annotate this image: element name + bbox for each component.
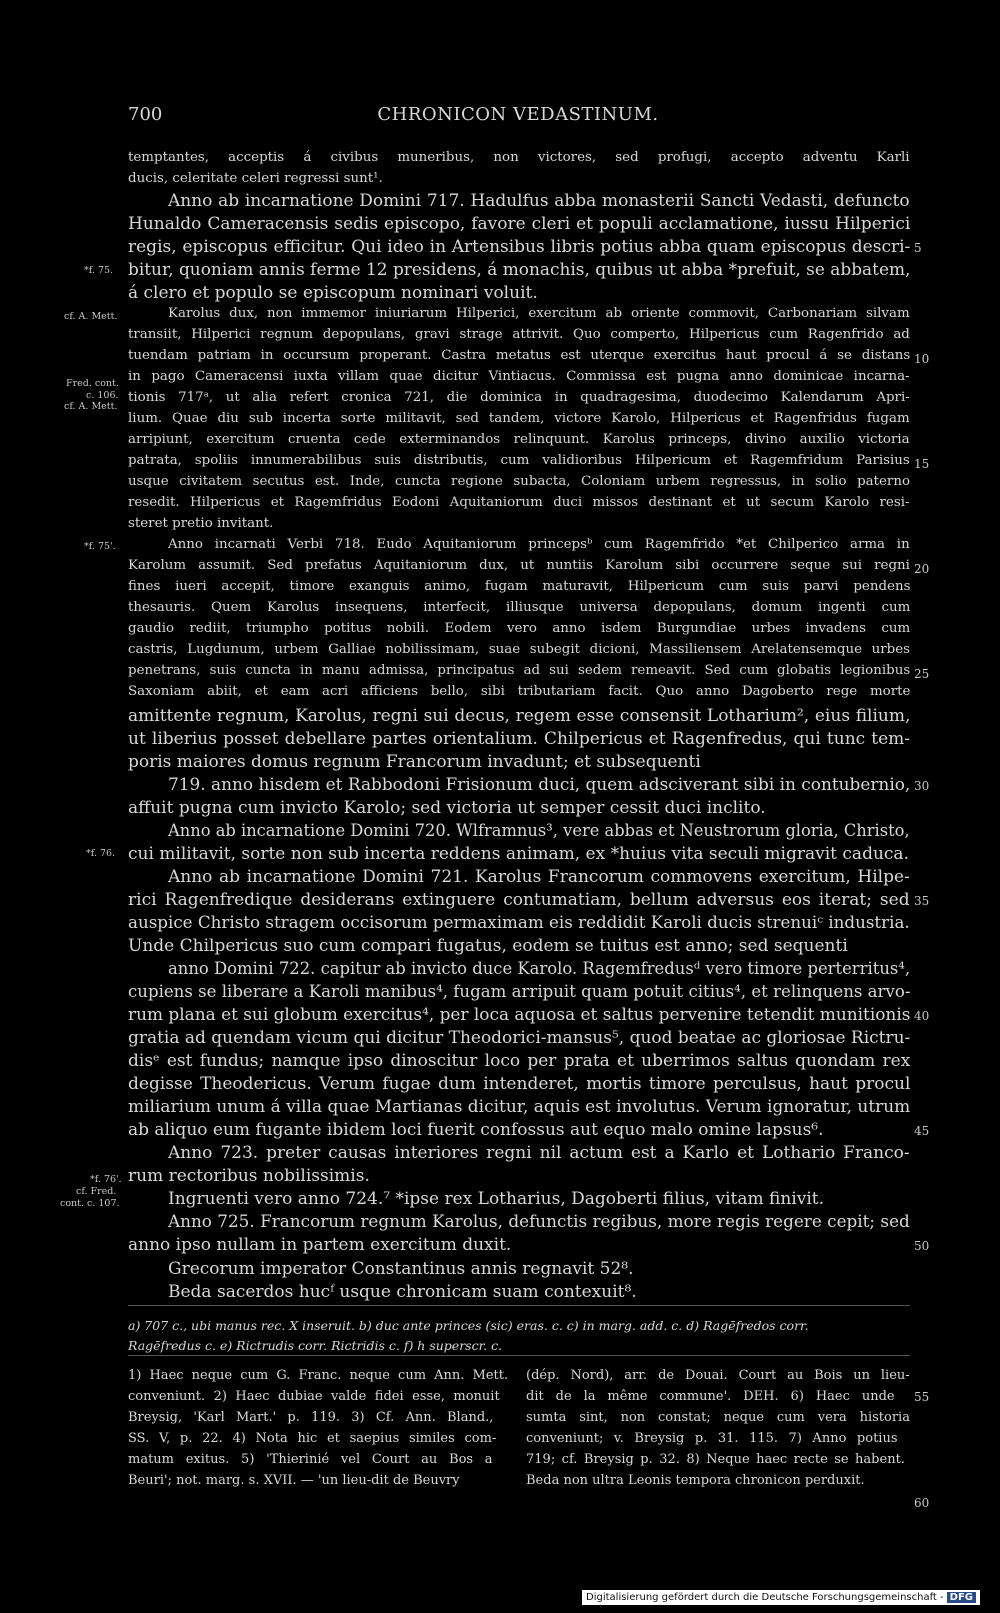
text-line: Karolum assumit. Sed prefatus Aquitaniorum dux, ut nuntiis Karolum sibi occurrere seque sui regni: [128, 558, 910, 573]
footnote-line: Breysig, 'Karl Mart.' p. 119. 3) Cf. Ann. Bland.,: [128, 1410, 494, 1425]
text-line: cui militavit, sorte non sub incerta reddens animam, ex *huius vita seculi migravit caduca.: [128, 844, 909, 864]
line-number: 40: [914, 1009, 930, 1023]
footnote-line: 719; cf. Breysig p. 32. 8) Neque haec recte se habent.: [526, 1452, 905, 1467]
text-line: arripiunt, exercitum cruenta cede exterminandos relinquunt. Karolus princeps, divino auxilio victoria: [128, 432, 910, 447]
margin-note: cf. Fred.: [76, 1186, 117, 1197]
footnote-line: Beuri'; not. marg. s. XVII. — 'un lieu-dit de Beuvry: [128, 1473, 460, 1488]
text-line: anno Domini 722. capitur ab invicto duce Karolo. Ragemfredusᵈ vero timore perterritus⁴,: [168, 959, 911, 979]
footer-text: Digitalisierung gefördert durch die Deutsche Forschungsgemeinschaft -: [586, 1592, 944, 1603]
margin-note: *f. 76.: [86, 848, 116, 859]
text-line: Beda sacerdos hucᶠ usque chronicam suam contexuit⁸.: [168, 1282, 637, 1302]
text-line: Anno ab incarnatione Domini 721. Karolus Francorum commovens exercitum, Hilpe-: [168, 867, 910, 887]
text-line: Anno 725. Francorum regnum Karolus, defunctis regibus, more regis regere cepit; sed: [168, 1212, 910, 1232]
text-line: fines iueri accepit, timore exanguis animo, fugam maturavit, Hilpericum cum suis parvi pendens: [128, 579, 911, 594]
footnote-line: SS. V, p. 22. 4) Nota hic et saepius similes com-: [128, 1431, 497, 1446]
page-header: [128, 104, 908, 134]
margin-note: cf. A. Mett.: [64, 401, 118, 412]
margin-note: *f. 75'.: [84, 541, 116, 552]
footnote-line: matum exitus. 5) 'Thierinié vel Court au Bos a: [128, 1452, 493, 1467]
apparatus-line: Ragēfredus c. e) Rictrudis corr. Rictridis c. f) h superscr. c.: [128, 1338, 503, 1353]
text-line: gaudio rediit, triumpho potitus nobili. Eodem vero anno isdem Burgundiae urbes invadens cum: [128, 621, 911, 636]
margin-note: *f. 75.: [84, 265, 114, 276]
text-line: castris, Lugdunum, urbem Galliae nobilissimam, suae subegit dicioni, Massiliensem Arelatensemque urbes: [128, 642, 911, 657]
text-line: Anno 723. preter causas interiores regni nil actum est a Karlo et Lothario Franco-: [168, 1143, 910, 1163]
footnote-line: conveniunt. 2) Haec dubiae valde fidei esse, monuit: [128, 1389, 500, 1404]
text-line: Hunaldo Cameracensis sedis episcopo, favore cleri et populi acclamatione, iussu Hilperici: [128, 214, 911, 234]
text-line: Saxoniam abiit, et eam acri afficiens bello, sibi tributariam facit. Quo anno Dagoberto rege morte: [128, 684, 911, 699]
text-line: thesauris. Quem Karolus insequens, interfecit, illiusque universa depopulans, domum ingenti cum: [128, 600, 911, 615]
text-line: Anno incarnati Verbi 718. Eudo Aquitaniorum princepsᵇ cum Ragemfrido *et Chilperico arma in: [168, 537, 910, 552]
margin-note: Fred. cont.: [66, 378, 119, 389]
text-line: anno ipso nullam in partem exercitum duxit.: [128, 1235, 512, 1255]
apparatus-rule: [128, 1305, 910, 1306]
footnote-line: Beda non ultra Leonis tempora chronicon perduxit.: [526, 1473, 865, 1488]
text-line: poris maiores domus regnum Francorum invadunt; et subsequenti: [128, 752, 701, 772]
footnote-line: sumta sint, non constat; neque cum vera historia: [526, 1410, 910, 1425]
line-number: 25: [914, 667, 930, 681]
dfg-footer: [582, 1590, 980, 1605]
text-line: penetrans, suis cuncta in manu admissa, principatus ad sui sedem remeavit. Sed cum globatis legionibus: [128, 663, 911, 678]
line-number: 5: [914, 241, 922, 255]
text-line: rum rectoribus nobilissimis.: [128, 1166, 370, 1186]
line-number: 60: [914, 1496, 930, 1510]
footnote-line: 1) Haec neque cum G. Franc. neque cum Ann. Mett.: [128, 1368, 509, 1383]
text-line: tionis 717ᵃ, ut alia refert cronica 721, die dominica in quadragesima, duodecimo Kalendarum Apri-: [128, 390, 910, 405]
text-line: tuendam patriam in occursum properant. Castra metatus est uterque exercitus haut procul á se distans: [128, 348, 911, 363]
text-line: Grecorum imperator Constantinus annis regnavit 52⁸.: [168, 1259, 634, 1279]
text-line: resedit. Hilpericus et Ragemfridus Eodoni Aquitaniorum duci missos destinant et ut secum Karolo resi-: [128, 495, 910, 510]
margin-note: c. 106.: [86, 390, 119, 401]
text-line: in pago Cameracensi iuxta villam quae dicitur Vintiacus. Commissa est pugna anno dominicae incarna-: [128, 369, 910, 384]
text-line: regis, episcopus efficitur. Qui ideo in Artensibus libris potius abba quam episcopus descri-: [128, 237, 911, 257]
text-line: auspice Christo stragem occisorum permaximam eis reddidit Karoli ducis strenuiᶜ industria.: [128, 913, 910, 933]
margin-note: cont. c. 107.: [60, 1198, 120, 1209]
text-line: usque civitatem secutus est. Inde, cuncta regione subacta, Coloniam urbem regressus, in solio paterno: [128, 474, 911, 489]
line-number: 35: [914, 894, 930, 908]
line-number: 50: [914, 1239, 930, 1253]
text-line: affuit pugna cum invicto Karolo; sed victoria ut semper cessit duci inclito.: [128, 798, 766, 818]
text-line: Anno ab incarnatione Domini 720. Wlframnus³, vere abbas et Neustrorum gloria, Christo,: [168, 821, 910, 841]
text-line: gratia ad quendam vicum qui dicitur Theodorici-mansus⁵, quod beatae ac gloriosae Rictru-: [128, 1028, 911, 1048]
text-line: bitur, quoniam annis ferme 12 presidens, á monachis, quibus ut abba *prefuit, se abbatem,: [128, 260, 911, 280]
line-number: 20: [914, 562, 930, 576]
apparatus-line: a) 707 c., ubi manus rec. X inseruit. b) duc ante princes (sic) eras. c. c) in marg. add. c. d) Ragēfredos corr.: [128, 1318, 809, 1333]
dfg-logo: DFG: [947, 1592, 976, 1603]
footnote-line: conveniunt; v. Breysig p. 31. 115. 7) Anno potius: [526, 1431, 898, 1446]
footnote-line: (dép. Nord), arr. de Douai. Court au Bois un lieu-: [526, 1368, 910, 1383]
line-number: 15: [914, 457, 930, 471]
line-number: 45: [914, 1124, 930, 1138]
text-line: ab aliquo eum fugante ibidem loci fuerit confossus aut equo malo omine lapsus⁶.: [128, 1120, 824, 1140]
text-line: á clero et populo se episcopum nominari voluit.: [128, 283, 538, 303]
footnote-rule: [128, 1355, 910, 1356]
text-line: degisse Theodericus. Verum fugae dum intenderet, mortis timore perculsus, haut procul: [128, 1074, 911, 1094]
line-number: 55: [914, 1390, 930, 1404]
text-line: cupiens se liberare a Karoli manibus⁴, fugam arripuit quam potuit citius⁴, et relinquens arvo-: [128, 982, 911, 1002]
text-line: ducis, celeritate celeri regressi sunt¹.: [128, 171, 383, 186]
text-line: miliarium unum á villa quae Martianas dicitur, aquis est involutus. Verum ignoratur, utrum: [128, 1097, 911, 1117]
footnote-line: dit de la même commune'. DEH. 6) Haec unde: [526, 1389, 895, 1404]
running-title: CHRONICON VEDASTINUM.: [377, 104, 659, 125]
text-line: temptantes, acceptis á civibus muneribus, non victores, sed profugi, accepto adventu Karli: [128, 150, 910, 165]
text-line: Ingruenti vero anno 724.⁷ *ipse rex Lotharius, Dagoberti filius, vitam finivit.: [168, 1189, 824, 1209]
text-line: ut liberius posset debellare partes orientalium. Chilpericus et Ragenfredus, qui tunc tem-: [128, 729, 911, 749]
line-number: 30: [914, 779, 930, 793]
text-line: rici Ragenfredique desiderans extinguere contumatiam, bellum adversus eos iterat; sed: [128, 890, 910, 910]
text-line: transiit, Hilperici regnum depopulans, gravi strage attrivit. Quo comperto, Hilpericus cum Ragenfrido ad: [128, 327, 910, 342]
page-number: 700: [128, 104, 163, 125]
text-line: Anno ab incarnatione Domini 717. Hadulfus abba monasterii Sancti Vedasti, defuncto: [168, 191, 910, 211]
text-line: Unde Chilpericus suo cum compari fugatus, eodem se tuitus est anno; sed sequenti: [128, 936, 848, 956]
margin-note: cf. A. Mett.: [64, 311, 118, 322]
margin-note: *f. 76'.: [90, 1174, 122, 1185]
text-line: steret pretio invitant.: [128, 516, 274, 531]
text-line: disᵉ est fundus; namque ipso dinoscitur loco per prata et uberrimos saltus quondam rex: [128, 1051, 911, 1071]
text-line: Karolus dux, non immemor iniuriarum Hilperici, exercitum ab oriente commovit, Carbonariam silvam: [168, 306, 910, 321]
text-line: lium. Quae diu sub incerta sorte militavit, sed tandem, victore Karolo, Hilpericus et Ragenfridus fugam: [128, 411, 910, 426]
text-line: patrata, spoliis innumerabilibus suis distributis, cum validioribus Hilpericum et Ragemfridum Parisius: [128, 453, 910, 468]
text-line: amittente regnum, Karolus, regni sui decus, regem esse consensit Lotharium², eius filium,: [128, 706, 911, 726]
text-line: rum plana et sui globum exercitus⁴, per loca aquosa et saltus pervenire tetendit munitionis: [128, 1005, 911, 1025]
text-line: 719. anno hisdem et Rabbodoni Frisionum duci, quem adsciverant sibi in contubernio,: [168, 775, 911, 795]
line-number: 10: [914, 352, 930, 366]
